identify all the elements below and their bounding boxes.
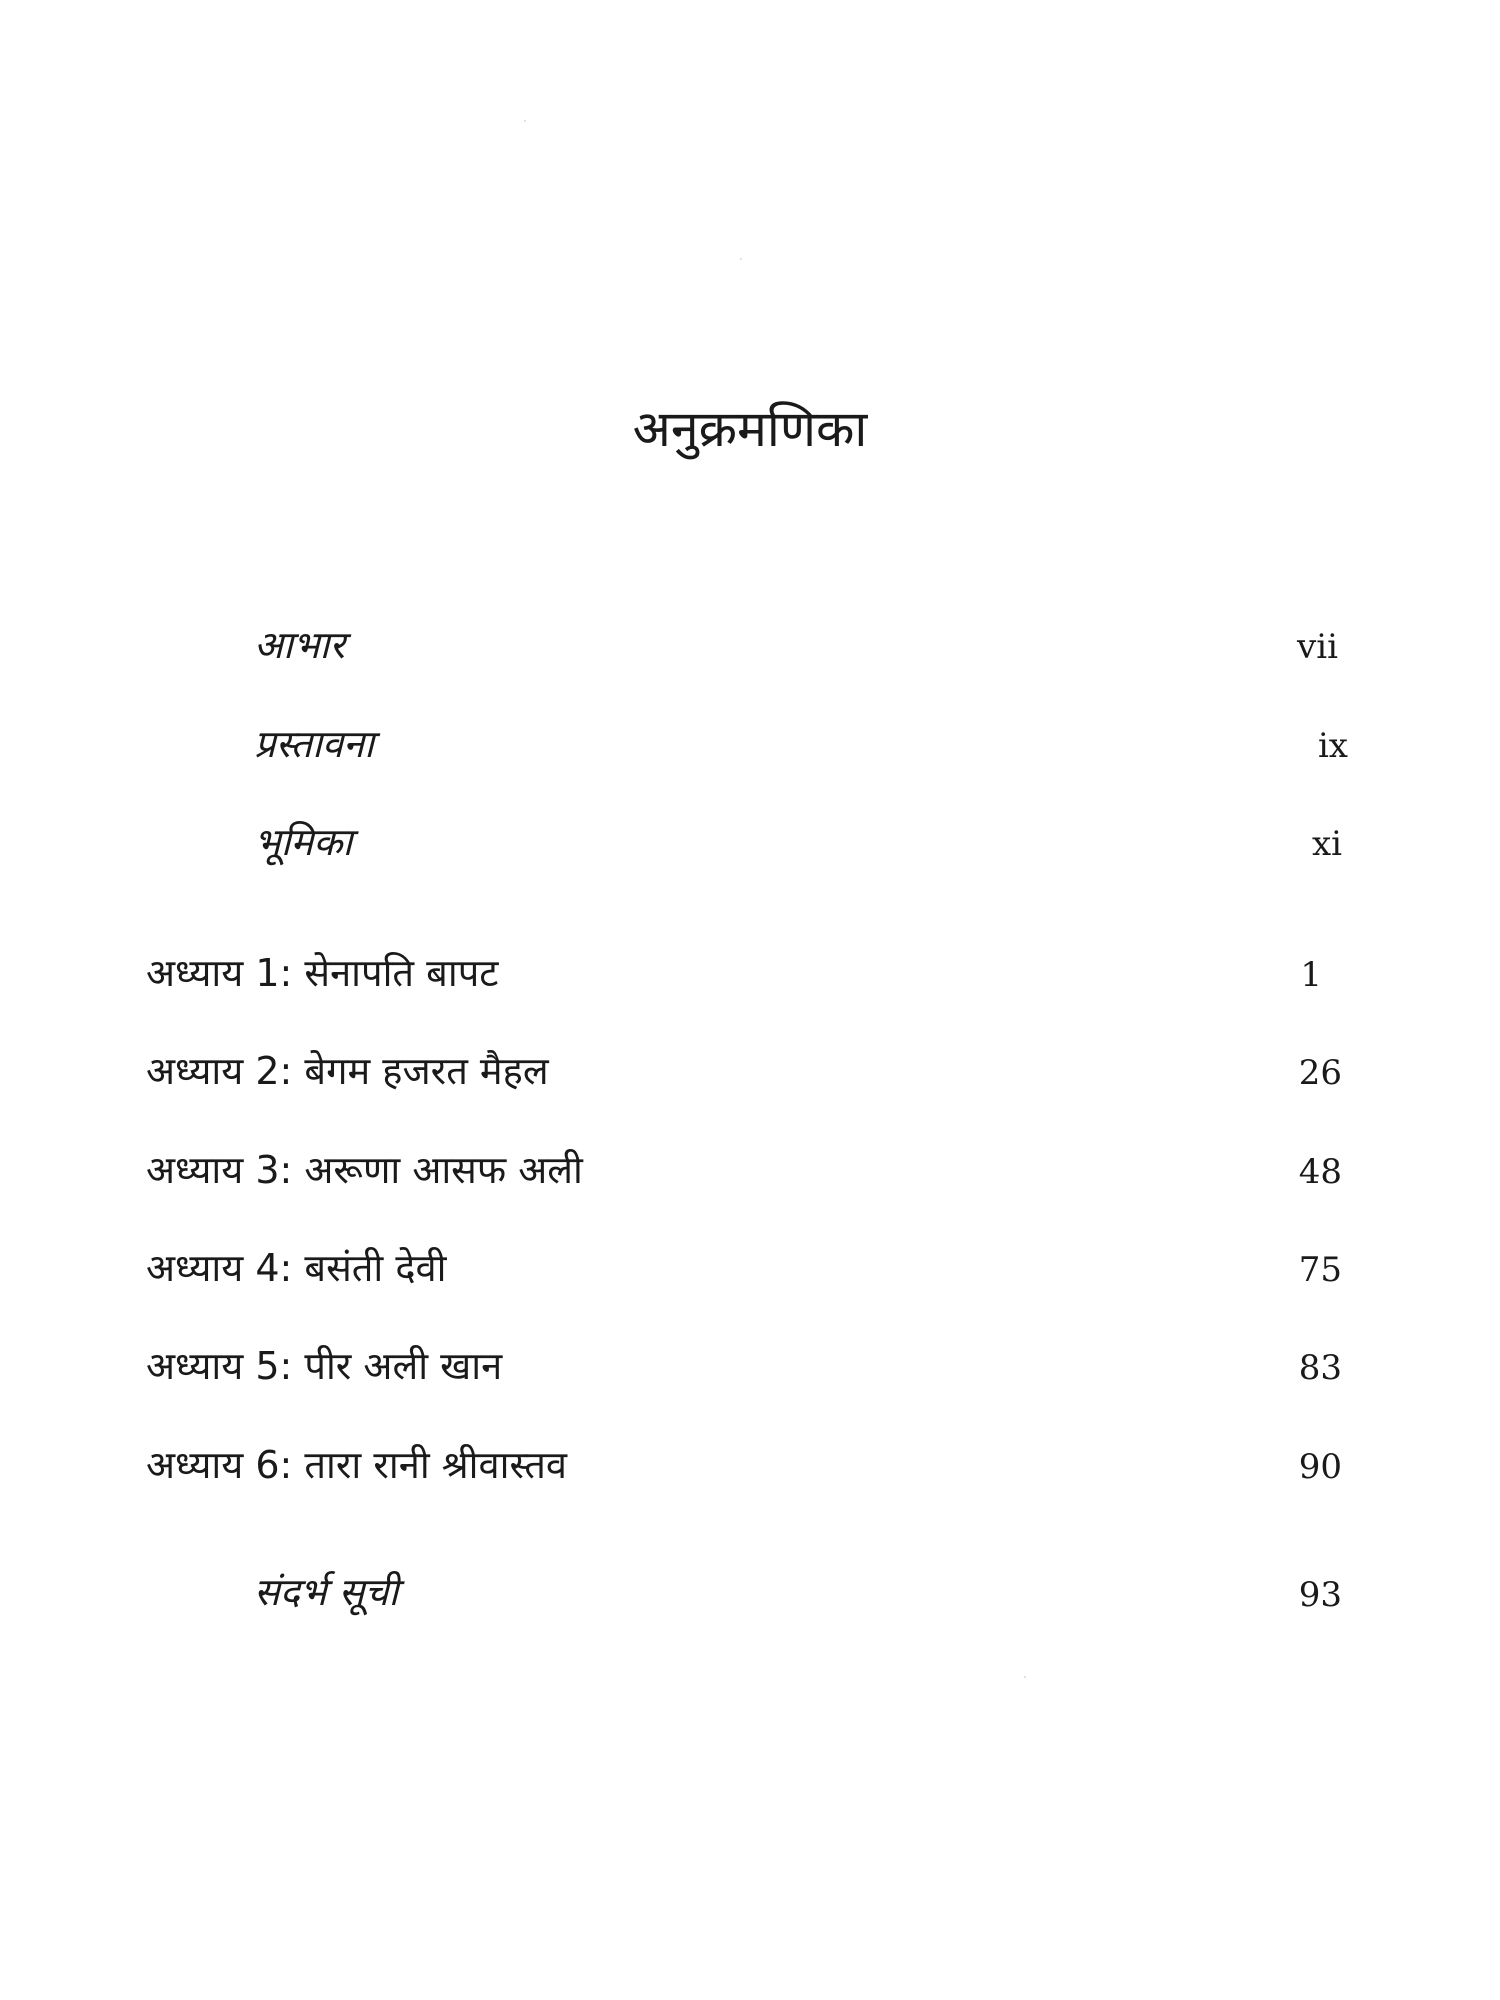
paper-speck <box>740 258 742 260</box>
toc-entry-chapter-4-label: अध्याय 4: बसंती देवी <box>146 1246 447 1290</box>
toc-entry-chapter-1-page: 1 <box>1300 955 1322 995</box>
toc-entry-foreword-page: ix <box>1317 726 1348 766</box>
page-title: अनुक्रमणिका <box>632 399 868 458</box>
toc-entry-chapter-1-label: अध्याय 1: सेनापति बापट <box>146 951 499 995</box>
toc-entry-chapter-6-label: अध्याय 6: तारा रानी श्रीवास्तव <box>146 1443 568 1487</box>
toc-entry-chapter-3-label: अध्याय 3: अरूणा आसफ अली <box>146 1148 583 1192</box>
toc-entry-introduction-page: xi <box>1311 824 1342 864</box>
paper-speck <box>524 120 526 122</box>
toc-entry-chapter-2-page: 26 <box>1298 1053 1342 1093</box>
toc-entry-chapter-4-page: 75 <box>1298 1250 1342 1290</box>
toc-entry-introduction-label: भूमिका <box>254 820 353 864</box>
toc-entry-acknowledgements-label: आभार <box>254 623 345 667</box>
toc-entry-foreword-label: प्रस्तावना <box>254 722 374 766</box>
toc-entry-chapter-5-label: अध्याय 5: पीर अली खान <box>146 1344 503 1388</box>
toc-entry-bibliography-label: संदर्भ सूची <box>254 1570 399 1614</box>
toc-entry-bibliography-page: 93 <box>1298 1575 1342 1615</box>
toc-entry-chapter-2-label: अध्याय 2: बेगम हजरत मैहल <box>146 1049 549 1093</box>
toc-entry-chapter-3-page: 48 <box>1298 1152 1342 1192</box>
toc-entry-chapter-5-page: 83 <box>1298 1348 1342 1388</box>
toc-entry-chapter-6-page: 90 <box>1298 1447 1342 1487</box>
paper-speck <box>1024 1676 1026 1678</box>
toc-entry-acknowledgements-page: vii <box>1297 627 1338 667</box>
